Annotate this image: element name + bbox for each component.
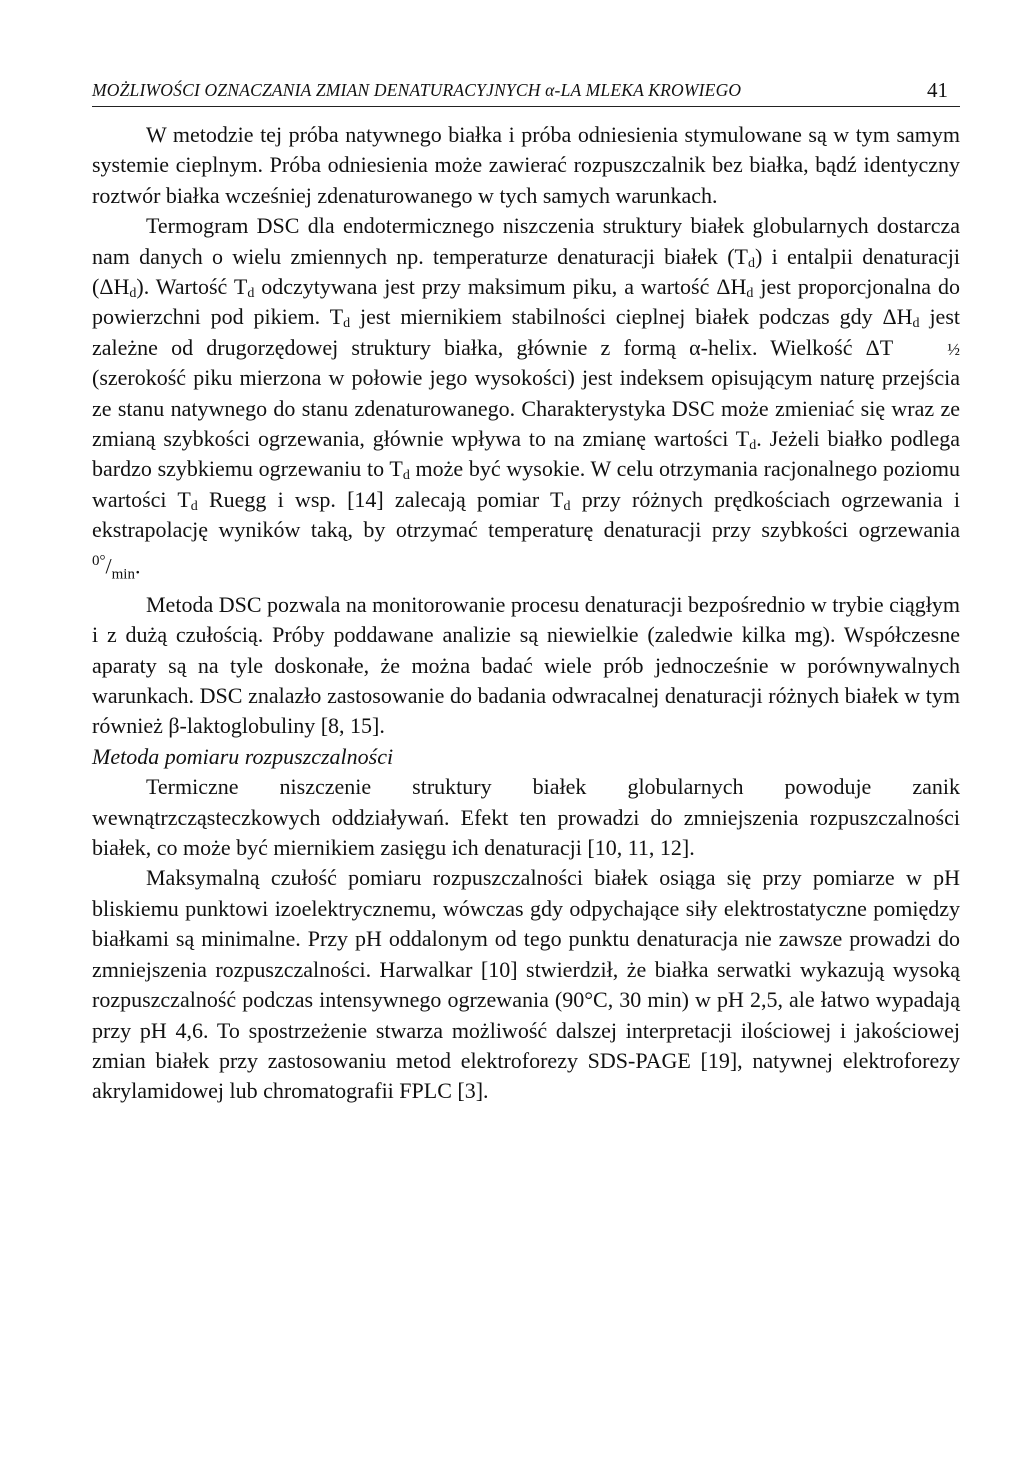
- running-header: [92, 80, 960, 107]
- body-text: [92, 120, 960, 1107]
- paragraph-1: W metodzie tej próba natywnego białka i próba odniesienia stymulowane są w tym samym systemie cieplnym. Próba odniesienia może zawierać rozpuszczalnik bez białka, bądź identyczny roztwór białka wcześniej zdenaturowanego w tych samych warunkach.: [92, 122, 960, 208]
- running-title: MOŻLIWOŚCI OZNACZANIA ZMIAN DENATURACYJNYCH α-LA MLEKA KROWIEGO: [92, 80, 742, 100]
- section-title: Metoda pomiaru rozpuszczalności: [92, 743, 394, 769]
- paragraph-2: Termogram DSC dla endotermicznego niszczenia struktury białek globularnych dostarcza nam danych o wielu zmiennych np. temperaturze denaturacji białek $(T_d)$ i entalpii denaturacji $(\Delta H_d)$. Wartość $T_d$ odczytywana jest przy maksimum piku, a wartość $\Delta H_d$ jest proporcjonalna do powierzchni pod pikiem. $T_d$ jest miernikiem stabilności cieplnej białek podczas gdy $\Delta H_d$ jest zależne od drugorzędowej struktury białka, głównie z formą α-helix. Wielkość ΔT ½ (szerokość piku mierzona w połowie jego wysokości) jest indeksem opisującym naturę przejścia ze stanu natywnego do stanu zdenaturowanego. Charakterystyka DSC może zmieniać się wraz ze zmianą szybkości ogrzewania, głównie wpływa to na zmianę wartości $T_d$. Jeżeli białko podlega bardzo szybkiemu ogrzewaniu to $T_d$ może być wysokie. W celu otrzymania racjonalnego poziomu wartości $T_d$ Ruegg i wsp. [14] zalecają pomiar $T_d$ przy różnych prędkościach ogrzewania i ekstrapolację wyników taką, by otrzymać temperaturę denaturacji przy szybkości ogrzewania $^{0^\circ}/_{min}$.: [92, 213, 960, 583]
- unit-numerator: 0°: [92, 552, 106, 569]
- paragraph-5: Maksymalną czułość pomiaru rozpuszczalności białek osiąga się przy pomiarze w pH bliskiemu punktowi izoelektrycznemu, wówczas gdy odpychające siły elektrostatyczne pomiędzy białkami są minimalne. Przy pH oddalonym od tego punktu denaturacja nie zawsze prowadzi do zmniejszenia rozpuszczalności. Harwalkar [10] stwierdził, że białka serwatki wykazują wysoką rozpuszczalność podczas intensywnego ogrzewania (90°C, 30 min) w pH 2,5, ale łatwo wypadają przy pH 4,6. To spostrzeżenie stwarza możliwość dalszej interpretacji ilościowej i jakościowej zmian białek przy zastosowaniu metod elektroforezy SDS-PAGE [19], natywnej elektroforezy akrylamidowej lub chromatografii FPLC [3].: [92, 865, 960, 1104]
- unit-denominator: min: [111, 566, 135, 583]
- page-number: 41: [927, 78, 948, 102]
- paragraph-3: Metoda DSC pozwala na monitorowanie procesu denaturacji bezpośrednio w trybie ciągłym i z dużą czułością. Próby poddawane analizie są niewielkie (zaledwie kilka mg). Współczesne aparaty są na tyle doskonałe, że można badać wiele prób jednocześnie w porównywalnych warunkach. DSC znalazło zastosowanie do badania odwracalnej denaturacji różnych białek w tym również β-laktoglobuliny [8, 15].: [92, 591, 960, 739]
- paragraph-4: Termiczne niszczenie struktury białek globularnych powoduje zanik wewnątrzcząsteczkowych oddziaływań. Efekt ten prowadzi do zmniejszenia rozpuszczalności białek, co może być miernikiem zasięgu ich denaturacji [10, 11, 12].: [92, 774, 960, 861]
